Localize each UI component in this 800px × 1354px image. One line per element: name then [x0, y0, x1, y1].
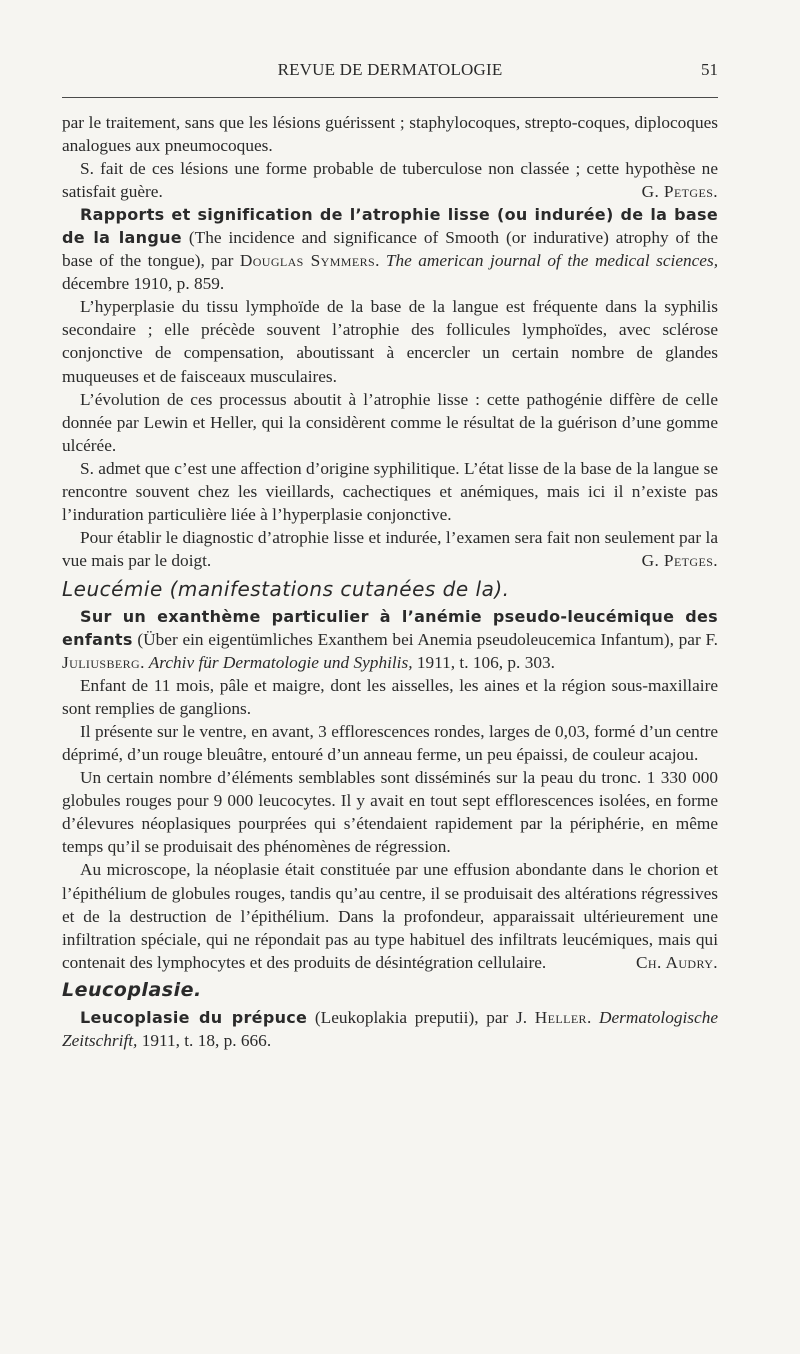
article-1-title: Rapports et signification de l’atrophie lisse (ou indurée) de la base de la langue: [62, 205, 718, 248]
article-2-journal: Archiv für Dermatologie und Syphilis,: [148, 653, 413, 673]
article-2-title: Sur un exanthème particulier à l’anémie pseudo-leucémique des enfants: [62, 606, 718, 649]
article-1-journal: The american journal of the medical sciences,: [385, 251, 719, 271]
section-heading-leucoplasie: Leucoplasie.: [62, 978, 202, 1001]
paragraph-10-text: Au microscope, la néoplasie était constituée par une effusion abondante dans le chorion et l’épithélium de globules rouges, tandis qu’au centre, il se produisait des altérations régressives et de la destruction de l’épithélium. Dans la profondeur, apparaissait ultérieurement une infiltration spéciale, qui ne répondait pas au type habituel des infiltrats leucémiques, mais qui contenait des lymphocytes et des produits de désintégration cellulaire.: [62, 860, 718, 972]
journal-title: REVUE DE DERMATOLOGIE: [277, 60, 503, 79]
paragraph-4: L’évolution de ces processus aboutit à l’atrophie lisse : cette pathogénie diffère de celle donnée par Lewin et Heller, qui la considèrent comme le résultat de la guérison d’une gomme ulcérée.: [62, 389, 718, 455]
article-3-title: Leucoplasie du prépuce: [80, 1007, 308, 1027]
article-1-english-title: (The incidence and significance of Smooth (or indurative) atrophy of the base of the tongue), par: [62, 228, 718, 271]
article-3-reference: 1911, t. 18, p. 666.: [137, 1030, 272, 1050]
paragraph-1: par le traitement, sans que les lésions guérissent ; staphylocoques, strepto-coques, diplocoques analogues aux pneumocoques.: [62, 113, 718, 156]
article-1-reference: décembre 1910, p. 859.: [62, 274, 225, 294]
article-1-heading: [62, 203, 718, 295]
article-2-separator: .: [140, 653, 149, 673]
paragraph-7: Enfant de 11 mois, pâle et maigre, dont les aisselles, les aines et la région sous-maxillaire sont remplies de ganglions.: [62, 676, 718, 719]
article-2-author: Juliusberg: [62, 653, 141, 673]
article-3-journal: Dermatologische Zeitschrift,: [62, 1007, 719, 1050]
article-3-author: Heller: [534, 1007, 587, 1027]
signature-petges-1: G. Petges.: [641, 182, 718, 202]
article-body: [62, 111, 718, 1052]
article-2-german-title: (Über ein eigentümliches Exanthem bei Anemia pseudoleucemica Infantum), par F.: [132, 629, 718, 649]
paragraph-2-text: S. fait de ces lésions une forme probable de tuberculose non classée ; cette hypothèse ne satisfait guère.: [62, 159, 718, 202]
paragraph-8: Il présente sur le ventre, en avant, 3 efflorescences rondes, larges de 0,03, formé d’un centre déprimé, d’un rouge bleuâtre, entouré d’un anneau ferme, un peu épaissi, de couleur acajou.: [62, 722, 718, 765]
article-3-german-title: (Leukoplakia preputii), par J.: [307, 1007, 535, 1027]
paragraph-3: L’hyperplasie du tissu lymphoïde de la base de la langue est fréquente dans la syphilis secondaire ; elle précède souvent l’atrophie des follicules lymphoïdes, avec sclérose conjonctive de compensation, aboutissant à encercler un certain nombre de glandes muqueuses et de faisceaux musculaires.: [62, 297, 718, 386]
article-1-separator: .: [375, 251, 386, 271]
paragraph-6: [62, 526, 718, 572]
header-rule: [62, 97, 718, 98]
paragraph-5: S. admet que c’est une affection d’origine syphilitique. L’état lisse de la base de la langue se rencontre souvent chez les vieillards, cachectiques et anémiques, mais ici il n’existe pas l’induration particulière liée à l’hyperplasie conjonctive.: [62, 458, 718, 524]
article-2-heading: [62, 605, 718, 674]
section-heading-leucemie: Leucémie (manifestations cutanées de la).: [62, 576, 510, 601]
paragraph-2: [62, 157, 718, 203]
page-number: 51: [701, 60, 718, 79]
running-head: [62, 60, 718, 82]
article-2-reference: 1911, t. 106, p. 303.: [412, 653, 555, 673]
article-3-separator: .: [586, 1007, 599, 1027]
article-1-author: Douglas Symmers: [239, 251, 376, 271]
paragraph-6-text: Pour établir le diagnostic d’atrophie lisse et indurée, l’examen sera fait non seulement par la vue mais par le doigt.: [62, 527, 718, 570]
paragraph-9: Un certain nombre d’éléments semblables sont disséminés sur la peau du tronc. 1 330 000 globules rouges pour 9 000 leucocytes. Il y avait en tout sept efflorescences isolées, en forme d’élevures néoplasiques pourprées qui s’étendaient rapidement par la périphérie, en même temps qu’il se produisait des phénomènes de régression.: [62, 768, 718, 857]
article-3-heading: [62, 1006, 718, 1052]
paragraph-10: [62, 858, 718, 973]
signature-petges-2: G. Petges.: [641, 550, 718, 570]
signature-audry: Ch. Audry.: [635, 952, 718, 972]
